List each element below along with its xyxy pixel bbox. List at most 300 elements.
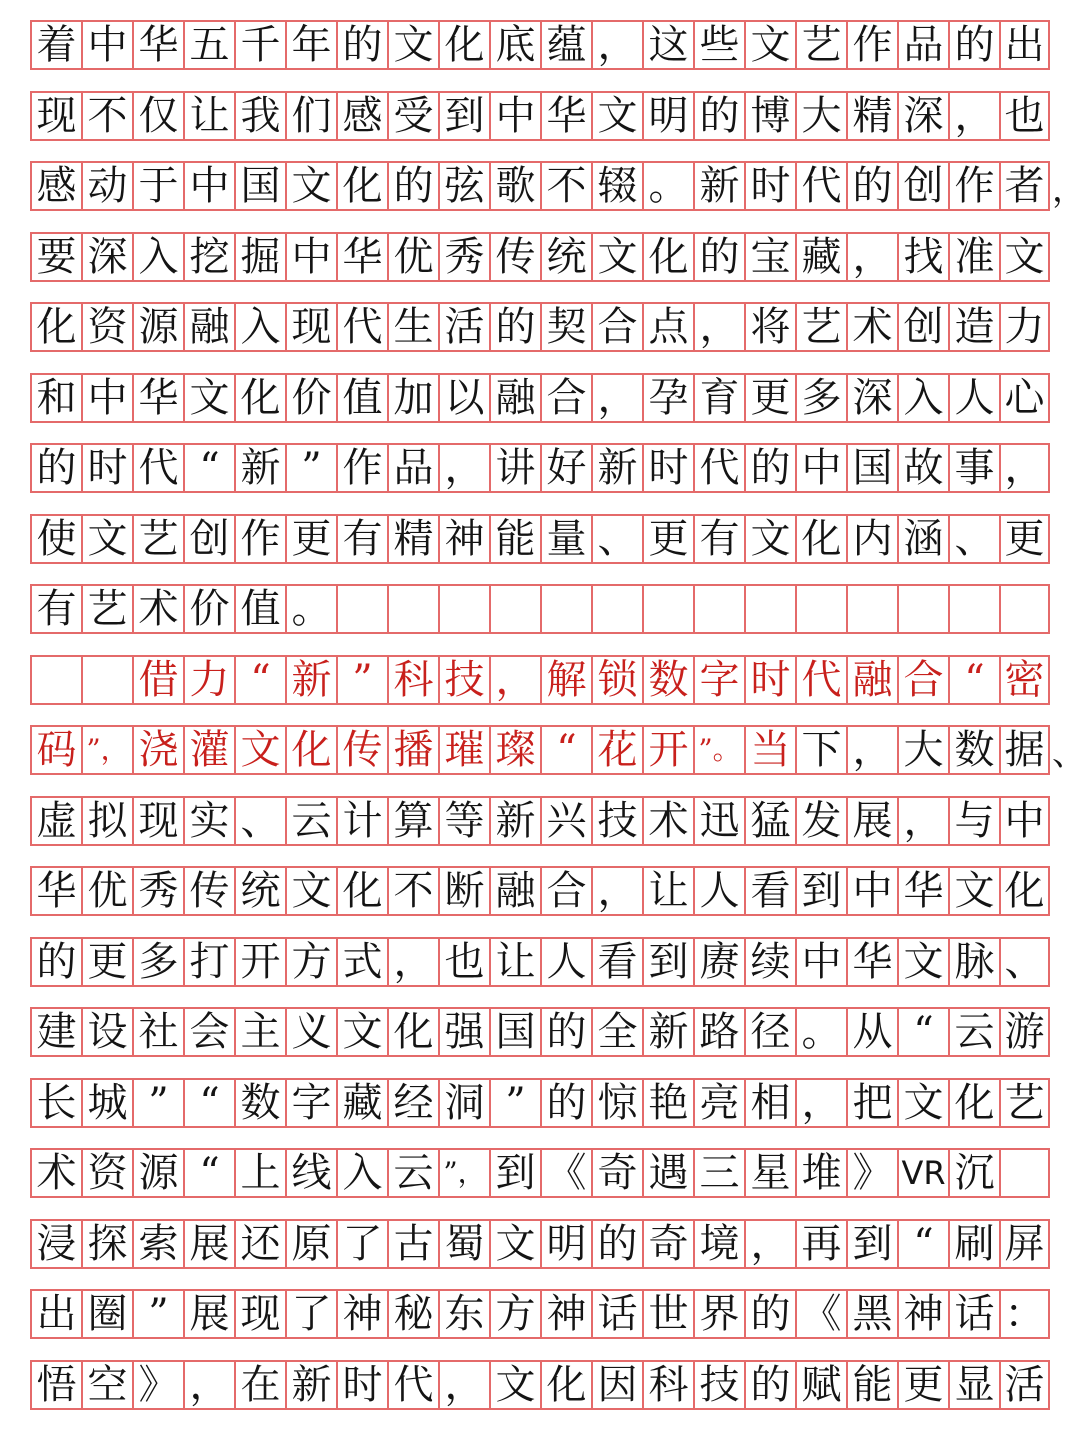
grid-cell: 科 [642,1360,693,1410]
grid-cell: 人 [693,866,744,916]
grid-cell: 生 [387,302,438,352]
grid-cell: 品 [387,443,438,493]
grid-cell: 明 [540,1219,591,1269]
grid-cell: 华 [540,91,591,141]
grid-cell: 艳 [642,1078,693,1128]
grid-cell: 契 [540,302,591,352]
grid-cell: 算 [387,796,438,846]
grid-cell: 入 [336,1148,387,1198]
grid-cell: 能 [489,514,540,564]
grid-cell: 中 [285,232,336,282]
grid-cell: 神 [438,514,489,564]
grid-cell: 现 [132,796,183,846]
grid-cell: 合 [897,655,948,705]
grid-cell: 技 [591,796,642,846]
grid-cell [999,584,1050,634]
grid-cell: 要 [30,232,81,282]
grid-cell: 到 [489,1148,540,1198]
grid-cell: 新 [642,1007,693,1057]
grid-cell: 不 [387,866,438,916]
grid-cell: 奇 [591,1148,642,1198]
grid-cell: ， [489,655,540,705]
grid-cell [540,584,591,634]
grid-cell: 时 [336,1360,387,1410]
grid-cell: 播 [387,725,438,775]
grid-cell: 藏 [336,1078,387,1128]
grid-cell: 黑 [846,1289,897,1339]
grid-cell: 式 [336,937,387,987]
grid-cell: 资 [81,302,132,352]
grid-cell: 神 [540,1289,591,1339]
grid-cell: 再 [795,1219,846,1269]
grid-cell: 深 [846,373,897,423]
grid-cell: 化 [948,1078,999,1128]
grid-cell: 探 [81,1219,132,1269]
grid-row [30,796,1050,846]
grid-cell: 点 [642,302,693,352]
grid-cell: 感 [336,91,387,141]
grid-cell: 更 [897,1360,948,1410]
grid-row [30,584,1050,634]
grid-cell: 融 [183,302,234,352]
grid-cell: 字 [285,1078,336,1128]
grid-cell: 技 [438,655,489,705]
grid-cell: 中 [846,866,897,916]
grid-cell: 人 [540,937,591,987]
grid-cell: 深 [897,91,948,141]
grid-cell: VR [897,1148,948,1198]
grid-cell: 也 [999,91,1050,141]
grid-cell [744,584,795,634]
grid-cell: 实 [183,796,234,846]
grid-cell: 的 [744,1289,795,1339]
grid-cell: 主 [234,1007,285,1057]
grid-cell: 代 [336,302,387,352]
grid-cell: 数 [642,655,693,705]
grid-cell: ， [183,1360,234,1410]
grid-cell: 发 [795,796,846,846]
grid-cell: 码 [30,725,81,775]
grid-cell: 、 [234,796,285,846]
grid-cell: 的 [591,1219,642,1269]
grid-cell: 下 [795,725,846,775]
grid-cell: 统 [540,232,591,282]
grid-cell: 新 [285,1360,336,1410]
grid-cell: 上 [234,1148,285,1198]
grid-cell: 创 [897,161,948,211]
grid-cell: 底 [489,20,540,70]
grid-cell: ”。 [693,725,744,775]
grid-cell: 文 [744,20,795,70]
grid-cell: 空 [81,1360,132,1410]
grid-cell: 人 [948,373,999,423]
grid-cell: 有 [693,514,744,564]
grid-cell: 兴 [540,796,591,846]
grid-cell: 大 [795,91,846,141]
grid-row [30,937,1050,987]
grid-cell: 东 [438,1289,489,1339]
grid-cell: 文 [285,866,336,916]
grid-cell: 融 [846,655,897,705]
grid-cell: 锁 [591,655,642,705]
grid-cell: 现 [30,91,81,141]
grid-cell: 线 [285,1148,336,1198]
grid-cell: 华 [30,866,81,916]
grid-cell: 文 [489,1360,540,1410]
grid-cell: 源 [132,1148,183,1198]
grid-cell [81,655,132,705]
grid-cell: 让 [183,91,234,141]
grid-cell: 新 [489,796,540,846]
grid-cell [30,655,81,705]
grid-cell: 术 [846,302,897,352]
grid-cell: 文 [897,937,948,987]
grid-cell: 。 [795,1007,846,1057]
grid-cell: 优 [387,232,438,282]
grid-cell: 了 [336,1219,387,1269]
grid-cell: 辍 [591,161,642,211]
grid-cell: 宝 [744,232,795,282]
grid-cell: 的 [744,443,795,493]
grid-cell: ， [591,20,642,70]
grid-cell: 游 [999,1007,1050,1057]
grid-cell: 的 [693,91,744,141]
grid-cell: 艺 [132,514,183,564]
grid-cell: 云 [285,796,336,846]
grid-cell: 代 [795,655,846,705]
grid-cell: ” [132,1078,183,1128]
grid-cell: 神 [897,1289,948,1339]
grid-cell: 遇 [642,1148,693,1198]
grid-cell: 的 [744,1360,795,1410]
grid-cell: 者 [999,161,1050,211]
grid-cell: 与 [948,796,999,846]
grid-cell: 作 [846,20,897,70]
grid-cell: ， [693,302,744,352]
grid-cell: 活 [438,302,489,352]
grid-cell: 华 [846,937,897,987]
grid-cell: 时 [744,655,795,705]
grid-cell: 到 [795,866,846,916]
grid-cell: 术 [642,796,693,846]
grid-cell: 弦 [438,161,489,211]
grid-cell: 圈 [81,1289,132,1339]
grid-cell: 的 [30,937,81,987]
grid-cell: 文 [489,1219,540,1269]
grid-cell: 秀 [438,232,489,282]
grid-cell: 科 [387,655,438,705]
grid-cell: 沉 [948,1148,999,1198]
grid-cell: 仅 [132,91,183,141]
grid-cell [897,584,948,634]
grid-cell: 代 [387,1360,438,1410]
grid-row [30,1360,1050,1410]
grid-cell: 亮 [693,1078,744,1128]
grid-cell: 动 [81,161,132,211]
grid-cell: 中 [489,91,540,141]
grid-cell: 文 [183,373,234,423]
grid-cell: 的 [540,1078,591,1128]
grid-cell: 统 [234,866,285,916]
grid-cell: 城 [81,1078,132,1128]
grid-cell: 文 [285,161,336,211]
grid-cell: 藏 [795,232,846,282]
grid-cell: 的 [693,232,744,282]
grid-cell: 文 [234,725,285,775]
grid-cell: 创 [183,514,234,564]
grid-cell: 、 [999,937,1050,987]
grid-cell: 挖 [183,232,234,282]
grid-cell: 华 [897,866,948,916]
grid-cell: 虚 [30,796,81,846]
grid-cell: 以 [438,373,489,423]
grid-cell: ， [948,91,999,141]
grid-cell: 艺 [795,302,846,352]
grid-cell: 设 [81,1007,132,1057]
grid-cell: 》 [846,1148,897,1198]
grid-cell: 华 [336,232,387,282]
overflow-punctuation: ， [1052,169,1086,210]
grid-cell: 境 [693,1219,744,1269]
grid-cell: 多 [132,937,183,987]
grid-cell: 艺 [795,20,846,70]
grid-row [30,1148,1050,1198]
grid-cell: 力 [999,302,1050,352]
grid-cell: 到 [846,1219,897,1269]
grid-cell: 借 [132,655,183,705]
grid-cell: 也 [438,937,489,987]
grid-cell: 灌 [183,725,234,775]
grid-cell: 的 [336,20,387,70]
grid-cell: 化 [540,1360,591,1410]
grid-cell: 花 [591,725,642,775]
grid-cell: 璀 [438,725,489,775]
grid-cell: 数 [948,725,999,775]
grid-cell: 迅 [693,796,744,846]
grid-cell: 着 [30,20,81,70]
grid-cell: 话 [948,1289,999,1339]
grid-cell: 猛 [744,796,795,846]
grid-cell: 新 [285,655,336,705]
grid-cell: ” [336,655,387,705]
grid-cell: 入 [897,373,948,423]
grid-cell: 故 [897,443,948,493]
grid-cell: 年 [285,20,336,70]
grid-cell: 术 [30,1148,81,1198]
grid-cell [795,584,846,634]
grid-cell: 博 [744,91,795,141]
grid-cell [336,584,387,634]
grid-cell: 创 [897,302,948,352]
grid-cell: 有 [30,584,81,634]
grid-cell: 育 [693,373,744,423]
grid-cell: 化 [795,514,846,564]
grid-cell: 作 [336,443,387,493]
grid-cell: 、 [591,514,642,564]
grid-cell: 多 [795,373,846,423]
grid-cell: 。 [642,161,693,211]
grid-cell: 中 [999,796,1050,846]
grid-cell: 展 [183,1289,234,1339]
grid-cell: 因 [591,1360,642,1410]
grid-cell: ， [591,373,642,423]
grid-cell: 化 [234,373,285,423]
grid-cell: 明 [642,91,693,141]
grid-cell: 全 [591,1007,642,1057]
grid-cell: 国 [489,1007,540,1057]
grid-cell: 使 [30,514,81,564]
grid-cell: 话 [591,1289,642,1339]
grid-cell: 》 [132,1360,183,1410]
grid-cell: 义 [285,1007,336,1057]
grid-cell: 解 [540,655,591,705]
grid-cell [387,584,438,634]
grid-cell: 歌 [489,161,540,211]
grid-cell: 云 [387,1148,438,1198]
grid-cell: 浇 [132,725,183,775]
grid-cell: 出 [999,20,1050,70]
grid-cell: “ [540,725,591,775]
grid-cell: 到 [438,91,489,141]
grid-cell: 中 [795,937,846,987]
grid-cell [693,584,744,634]
grid-cell: 神 [336,1289,387,1339]
grid-cell: 现 [285,302,336,352]
grid-cell: 。 [285,584,336,634]
grid-cell: 更 [999,514,1050,564]
grid-cell: 蕴 [540,20,591,70]
grid-cell: 计 [336,796,387,846]
grid-cell: 续 [744,937,795,987]
grid-row [30,373,1050,423]
grid-cell: “ [948,655,999,705]
grid-cell: 千 [234,20,285,70]
grid-cell: 赋 [795,1360,846,1410]
grid-cell: 力 [183,655,234,705]
grid-cell: 作 [234,514,285,564]
grid-cell: 化 [438,20,489,70]
grid-cell: 惊 [591,1078,642,1128]
grid-cell: 融 [489,866,540,916]
grid-cell: 长 [30,1078,81,1128]
grid-cell: 我 [234,91,285,141]
grid-cell [642,584,693,634]
grid-cell: 资 [81,1148,132,1198]
grid-cell: 更 [744,373,795,423]
grid-cell: 《 [795,1289,846,1339]
grid-cell: 孕 [642,373,693,423]
grid-cell: 价 [183,584,234,634]
grid-cell: ， [795,1078,846,1128]
grid-cell: 更 [642,514,693,564]
grid-cell: 等 [438,796,489,846]
grid-cell: 、 [948,514,999,564]
grid-cell: 社 [132,1007,183,1057]
grid-cell: “ [897,1219,948,1269]
grid-cell: 新 [693,161,744,211]
overflow-punctuation: 、 [1052,733,1086,774]
grid-cell: 开 [642,725,693,775]
grid-cell: ” [132,1289,183,1339]
grid-cell: 奇 [642,1219,693,1269]
grid-cell: 术 [132,584,183,634]
grid-cell: 品 [897,20,948,70]
grid-cell: 精 [846,91,897,141]
grid-cell: 合 [540,866,591,916]
grid-cell: 强 [438,1007,489,1057]
grid-cell: 化 [387,1007,438,1057]
grid-cell: 打 [183,937,234,987]
grid-cell: 文 [387,20,438,70]
grid-cell: 这 [642,20,693,70]
grid-cell: 些 [693,20,744,70]
grid-cell: ， [438,1360,489,1410]
grid-cell: 代 [693,443,744,493]
grid-cell: 秀 [132,866,183,916]
grid-cell: ， [897,796,948,846]
grid-cell: 的 [30,443,81,493]
grid-cell: 原 [285,1219,336,1269]
grid-cell: 合 [591,302,642,352]
grid-cell: 的 [948,20,999,70]
grid-row [30,514,1050,564]
grid-cell [999,1148,1050,1198]
grid-cell: 据 [999,725,1050,775]
grid-cell: 们 [285,91,336,141]
grid-row [30,232,1050,282]
grid-cell: 从 [846,1007,897,1057]
grid-cell: ： [999,1289,1050,1339]
grid-cell: 拟 [81,796,132,846]
grid-cell: ， [744,1219,795,1269]
grid-cell: 值 [336,373,387,423]
grid-cell: 值 [234,584,285,634]
grid-cell: ， [999,443,1050,493]
grid-cell: 让 [642,866,693,916]
grid-cell: 受 [387,91,438,141]
grid-cell: 中 [795,443,846,493]
grid-cell: 国 [234,161,285,211]
grid-cell: 入 [132,232,183,282]
grid-row [30,866,1050,916]
grid-cell: 活 [999,1360,1050,1410]
grid-cell: 时 [744,161,795,211]
grid-cell: 价 [285,373,336,423]
grid-cell: 找 [897,232,948,282]
grid-cell: 有 [336,514,387,564]
grid-cell: 把 [846,1078,897,1128]
grid-cell: 还 [234,1219,285,1269]
grid-cell: 更 [81,937,132,987]
grid-cell: 堆 [795,1148,846,1198]
grid-cell: 源 [132,302,183,352]
grid-cell: 云 [948,1007,999,1057]
grid-cell: 文 [591,91,642,141]
grid-cell: 刷 [948,1219,999,1269]
grid-cell: 新 [591,443,642,493]
grid-row [30,725,1050,775]
grid-cell: 展 [183,1219,234,1269]
grid-cell: 的 [540,1007,591,1057]
grid-cell: 准 [948,232,999,282]
grid-cell: 脉 [948,937,999,987]
grid-cell: 融 [489,373,540,423]
grid-cell: 到 [642,937,693,987]
grid-cell: 古 [387,1219,438,1269]
grid-cell: 讲 [489,443,540,493]
grid-cell [846,584,897,634]
grid-cell: “ [234,655,285,705]
